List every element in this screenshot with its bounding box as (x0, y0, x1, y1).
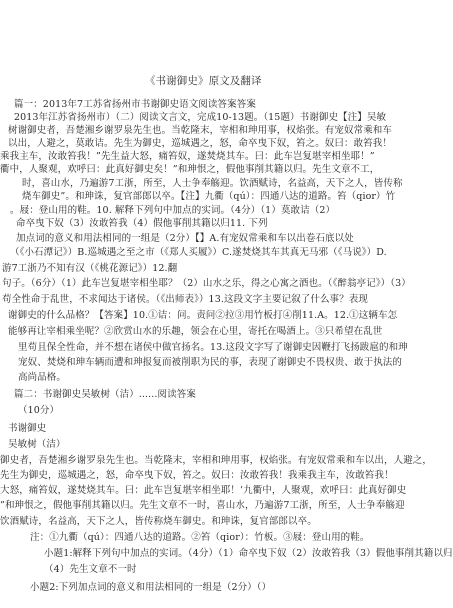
text-line: 书谢御史 (8, 423, 47, 434)
text-line: 苟全性命于乱世，不求闻达于诸侯。（《出师表》）13.这段文字主要记叙了什么事？表现 (2, 294, 368, 305)
text-line: 加点词的意义和用法相同的一组是（2分）【】A.有宠奴常乘和车以出卷石底以处 (16, 233, 354, 244)
text-line: 。屐：登山用的鞋。10. 解释下列句中加点的实词。（4分）（1）莫敢诘（2） (10, 205, 336, 216)
section-heading-2: 篇二：书谢御史吴敏树（洁）......阅读答案 (14, 389, 196, 400)
text-line: 吴敏树（洁） (8, 439, 66, 450)
text-line: 小题2:下列加点词的意义和用法相同的一组是（2分）（） (30, 582, 272, 593)
text-line: 谢御史的什么品格？【答案】10.①诘：问。责问②拉③用竹板打④削11.A。12.①这辆车怎 (8, 310, 398, 321)
text-line: 游7工浙乃不知有汉（《桃花源记》）12.翻 (2, 263, 178, 274)
text-line: （10分） (18, 405, 60, 416)
text-line: 高尚品格。 (18, 372, 67, 383)
text-line: 命卒曳下奴（3）汝敢笞我（4）假他事削其籍以归11. 下列 (16, 218, 268, 229)
text-line: 时，喜山水，乃遍游7工浙，所至，人士争奉觞迎。饮酒赋诗，名益高，天下之人，皆传称 (22, 178, 403, 189)
section-heading-1: 篇一：2013年7工苏省扬州市书谢御史语文阅读答案答案 (14, 99, 256, 110)
text-line: 能够再让宰相乘坐呢？②欣赏山水的乐趣，领会在心里，寄托在喝酒上。③只希望在乱世 (8, 326, 383, 337)
text-line: 里苟且保全性命，并不想在诸侯中做官扬名。13.这段文字写了谢御史因鞭打飞扬跋扈的和珅 (18, 342, 408, 353)
text-line: 树谢御史者，吾楚湘乡谢罗泉先生也。当乾隆末，宰相和珅用事，权焰张。有宠奴常乘和车 (8, 125, 393, 136)
text-line: 衢中，人聚观，欢呼曰：此真好御史矣！”和珅恨之，假他事削其籍以归。先生文章不工， (0, 164, 380, 175)
text-line: （4）先生文章不一时 (44, 564, 137, 575)
text-line: （《小石潭记》）B.巡城遇之至之市（《郑人买履》）C.遂焚烧其车其真无马邪（《马说》）D. (10, 247, 387, 258)
text-line: 注：①九衢（qú）：四通八达的道路。②笞（qior）：竹板。③屐：登山用的鞋。 (30, 532, 370, 543)
text-line: 大怒，痛笞奴，遂焚烧其车。曰：此车岂复堪宰相坐耶！’九衢中，人聚观，欢呼曰：此真好御史 (0, 485, 407, 496)
document-title: 《书谢御史》原文及翻译 (145, 75, 262, 87)
text-line: 御史者，吾楚湘乡谢罗泉先生也。当乾隆末，宰相和珅用事，权焰张。有宠奴常乘和车以出，人避之， (0, 455, 433, 466)
text-line: 烧车御史”。和珅诛，复官部郎以卒。【注】九衢（qú）：四通八达的道路。笞（qior）竹 (22, 191, 396, 202)
text-line: 宠奴、焚烧和珅车辆而遭和珅报复而被削职为民的事，表现了谢御史不畏权贵、敢于执法的 (18, 357, 403, 368)
text-line: 以出，人避之，莫敢诘。先生为御史，巡城遇之，怒，命卒曳下奴，笞之。奴曰：敢笞我！ (8, 138, 393, 149)
text-line: 2013年江苏省扬州市）（二）阅读文言文，完成10-13题。（15题）书谢御史【注】吴敏 (14, 112, 387, 123)
text-line: 先生为御史，巡城遇之，怒，命卒曳下奴，笞之。奴曰：汝敢笞我！我乘我主车，汝敢笞我！ (0, 470, 394, 481)
text-line: 句子。（6分）（1）此车岂复堪宰相坐耶？（2）山水之乐，得之心寓之酒也。（《醉翁亭记》）（3） (2, 278, 411, 289)
text-line: ”和珅恨之，假他事削其籍以归。先生文章不一时，喜山水，乃遍游7工浙，所至，人士争奉觞迎 (0, 500, 405, 511)
text-line: 饮酒赋诗，名益高，天下之人，皆传称烧车御史。和珅诛，复官部郎以卒。 (0, 516, 317, 527)
text-line: 乘我主车，汝敢笞我！”先生益大怒，痛笞奴，遂焚烧其车。曰：此车岂复堪宰相坐耶！” (0, 151, 375, 162)
text-line: 小题1:解释下列句中加点的实词。（4分）（1）命卒曳下奴（2）汝敢笞我（3）假他事削其籍以归 (44, 548, 453, 559)
